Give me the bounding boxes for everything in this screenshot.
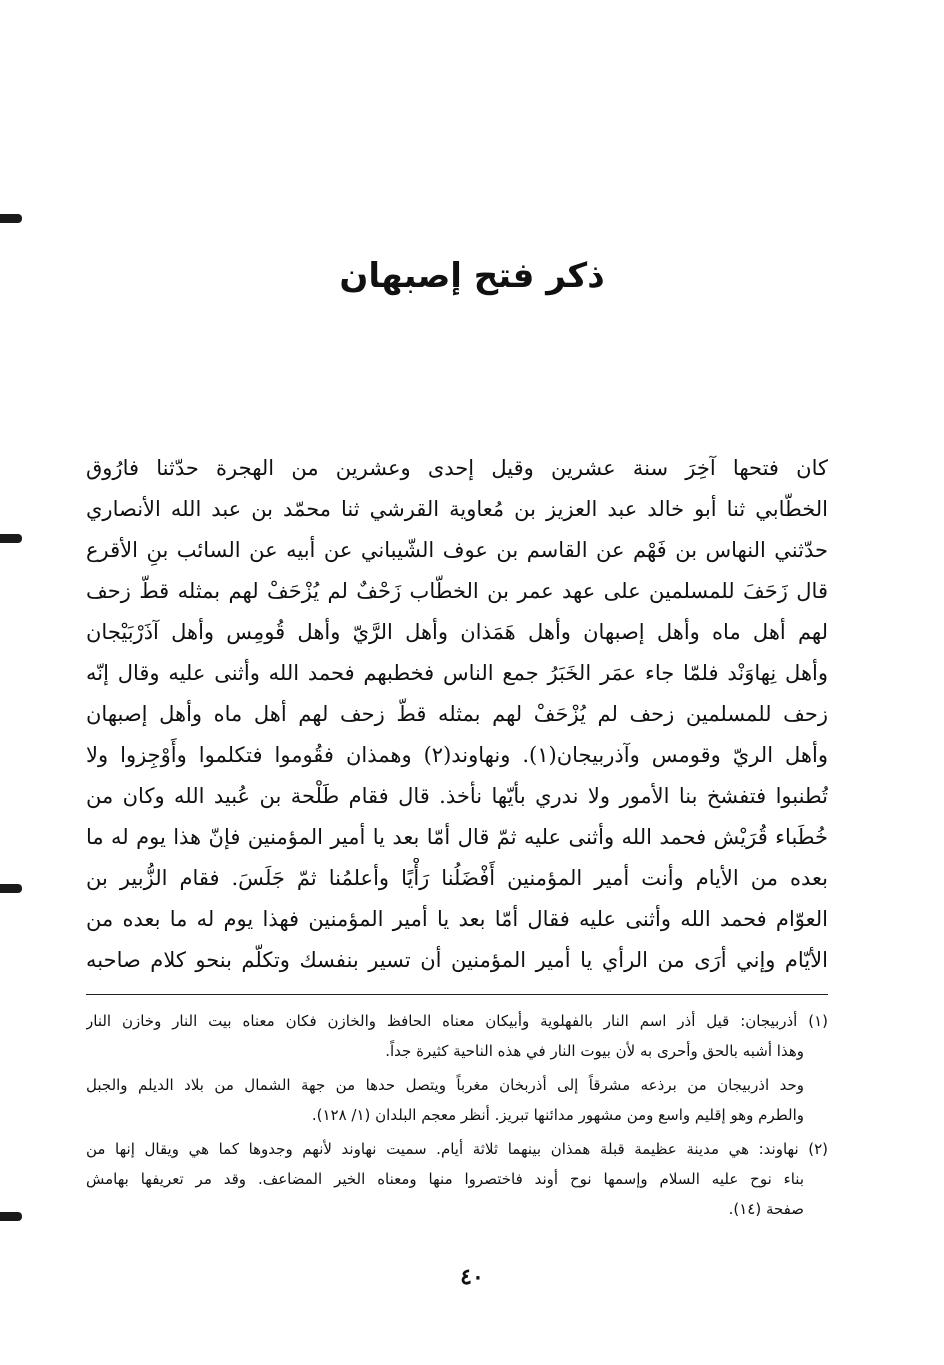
footnote-line: (٢) نهاوند: هي مدينة عظيمة قبلة همذان بينهما ثلاثة أيام. سميت نهاوند لأنهم وجدوها كما هي ويقال إنها من [86, 1140, 828, 1158]
footnote-line: وهذا أشبه بالحق وأحرى به لأن بيوت النار في هذه الناحية كثيرة جداً. [385, 1042, 804, 1060]
text-line: زحف للمسلمين زحف لم يُزْحَفْ لهم بمثله قطّ زحف لهم أهل ماه وأهل إصبهان [86, 702, 828, 726]
footnote-line: وحد اذربيجان من برذعه مشرقاً إلى أذربخان مغرباً ويتصل حدها من جهة الشمال من بلاد الديلم والجبل [86, 1076, 804, 1094]
chapter-title: ذكر فتح إصبهان [339, 256, 605, 296]
footnote-2 [86, 1134, 828, 1224]
scan-margin-mark [0, 884, 22, 893]
text-line: خُطَباء قُرَيْش فحمد الله وأثنى عليه ثمّ قال أمّا بعد يا أمير المؤمنين فإنّ هذا يوم له ما [86, 825, 828, 849]
text-line: كان فتحها آخِرَ سنة عشرين وقيل إحدى وعشرين من الهجرة حدّثنا فارُوق [86, 456, 828, 480]
text-line: الأيّام وإني أرَى من الرأي يا أمير المؤمنين أن تسير بنفسك وتكلّم بنحو كلام صاحبه [86, 948, 828, 972]
footnote-line: والطرم وهو إقليم واسع ومن مشهور مدائنها تبريز. أنظر معجم البلدان (١/ ١٢٨). [311, 1106, 804, 1124]
footnote-divider [86, 994, 828, 995]
text-line: لهم أهل ماه وأهل إصبهان وأهل هَمَذان وأهل الرَّيّ وأهل قُومِس وأهل آذَرْبَيْجان [86, 620, 828, 644]
scan-margin-mark [0, 214, 22, 223]
text-line: قال زَحَفَ للمسلمين على عهد عمر بن الخطّاب زَحْفٌ لم يُزْحَفْ لهم بمثله قطّ زحف [86, 579, 828, 603]
footnote-1 [86, 1006, 828, 1066]
footnote-line: (١) أذربيجان: قيل أذر اسم النار بالفهلوية وأبيكان معناه الحافظ والخازن فكان معناه بيت النار وخازن النار [86, 1012, 828, 1030]
text-line: الخطّابي ثنا أبو خالد عبد العزيز بن مُعاوية القرشي ثنا محمّد بن عبد الله الأنصاري [86, 497, 828, 521]
page-number: ٤٠ [460, 1264, 484, 1290]
main-text [86, 448, 828, 981]
scan-margin-mark [0, 1212, 22, 1221]
footnotes [86, 1006, 828, 1228]
text-line: وأهل نِهاوَنْد فلمّا جاء عمَر الخَبَرُ جمع الناس فخطبهم فحمد الله وأثنى عليه وقال إنّه [86, 661, 828, 685]
text-line: وأهل الريّ وقومس وآذربيجان(١). ونهاوند(٢) وهمذان فقُوموا فتكلموا وأَوْجِزوا ولا [86, 743, 828, 767]
scan-margin-mark [0, 534, 22, 543]
footnote-line: صفحة (١٤). [728, 1200, 804, 1218]
footnote-line: بناء نوح عليه السلام وإسمها نوح أوند فاختصروا منها ومعناه الخير المضاعف. وقد مر تعريفها بهامش [86, 1170, 804, 1188]
text-line: بعده من الأيام وأنت أمير المؤمنين أَفْضَلُنا رَأْيًا وأعلمُنا ثمّ جَلَسَ. فقام الزُّبير بن [86, 866, 828, 890]
text-line: حدّثني النهاس بن فَهْم عن القاسم بن عوف الشّيباني عن أبيه عن السائب بنِ الأقرع [86, 538, 828, 562]
text-line: تُطنبوا فتفشخ بنا الأمور ولا ندري بأيّها نأخذ. قال فقام طَلْحة بن عُبيد الله وكان من [86, 784, 828, 808]
text-line: العوّام فحمد الله وأثنى عليه فقال أمّا بعد يا أمير المؤمنين فهذا يوم له ما بعده من [86, 907, 828, 931]
footnote-1-continued [86, 1070, 828, 1130]
